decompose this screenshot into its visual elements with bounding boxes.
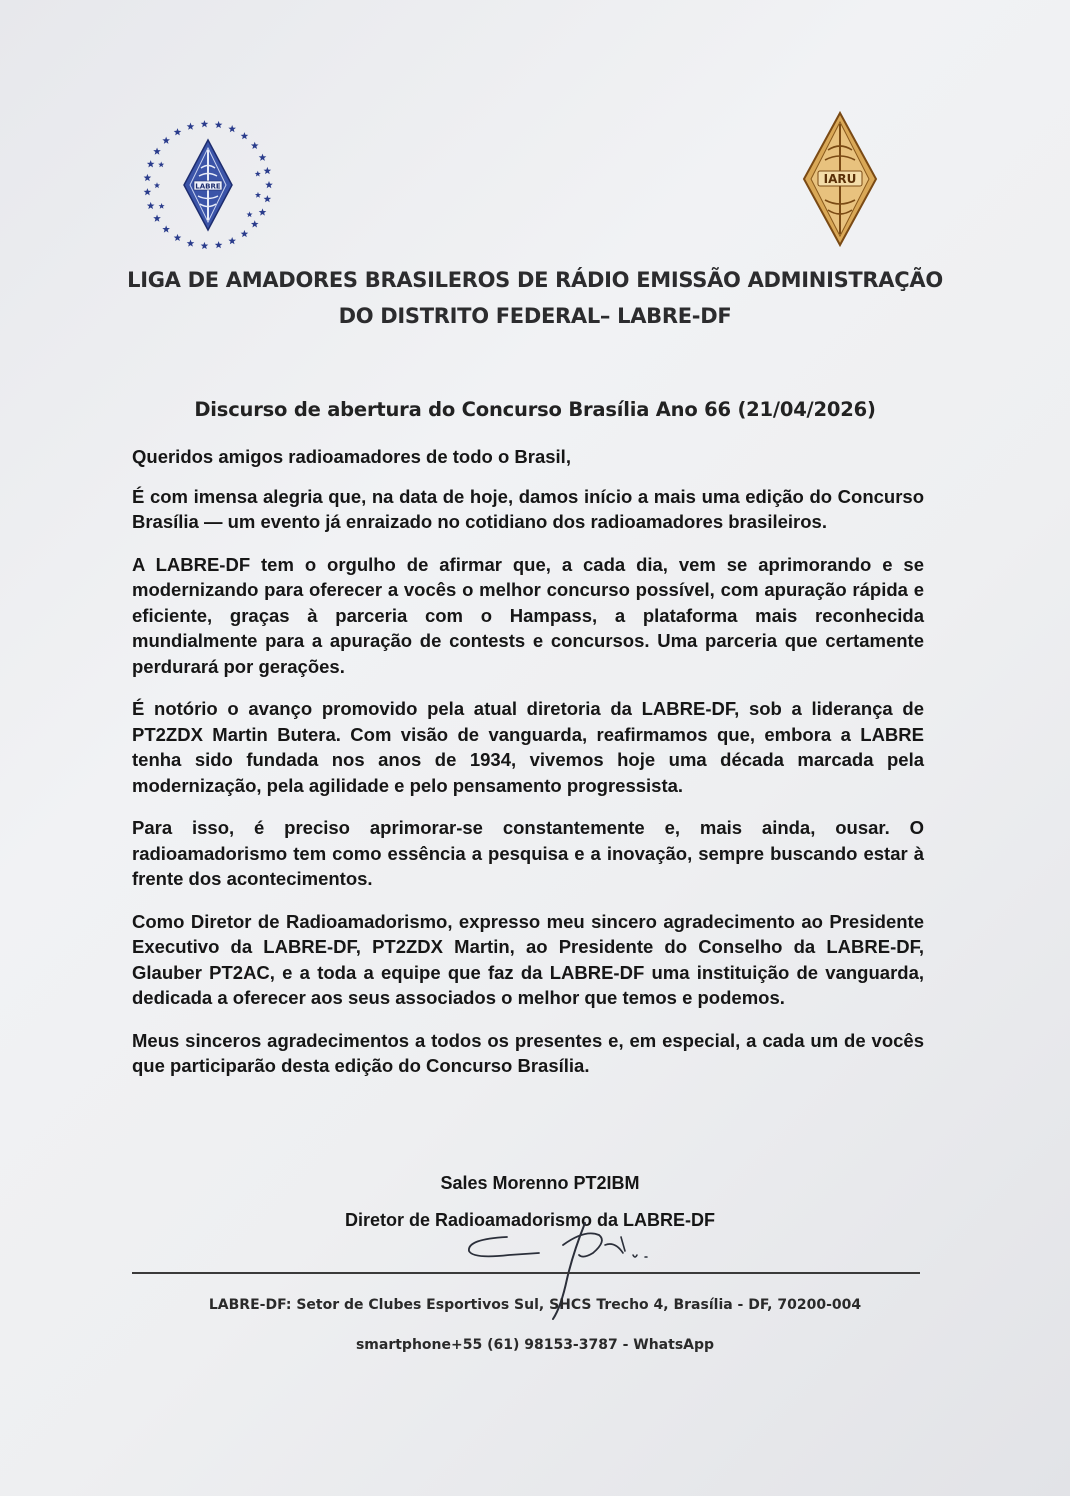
star-icon	[264, 167, 272, 174]
star-icon	[144, 188, 152, 195]
org-name-line-2: DO DISTRITO FEDERAL– LABRE-DF	[338, 304, 732, 328]
star-icon	[162, 137, 170, 144]
star-icon	[187, 123, 195, 130]
org-name-line-1: LIGA DE AMADORES BRASILEROS DE RÁDIO EMISSÃO ADMINISTRAÇÃO	[127, 268, 943, 292]
star-icon	[255, 171, 261, 177]
signatory-role: Diretor de Radioamadorismo da LABRE-DF	[344, 1210, 716, 1230]
star-icon	[154, 182, 160, 188]
paragraph: É com imensa alegria que, na data de hoje, damos início a mais uma edição do Concurso Brasília — um evento já enraizado no cotidiano dos radioamadores brasileiros.	[132, 485, 924, 532]
iaru-logo	[800, 110, 880, 248]
star-icon	[153, 147, 161, 154]
star-icon	[144, 174, 152, 181]
star-icon	[251, 142, 259, 149]
star-icon	[187, 239, 195, 246]
star-icon	[153, 215, 161, 222]
speech-title: Discurso de abertura do Concurso Brasília Ano 66 (21/04/2026)	[194, 398, 876, 421]
signatory-name: Sales Morenno PT2IBM	[440, 1173, 640, 1193]
star-icon	[174, 234, 182, 241]
star-icon	[228, 237, 236, 244]
footer-divider	[132, 1272, 920, 1274]
star-icon	[158, 162, 164, 168]
labre-logo	[138, 118, 278, 253]
star-icon	[147, 202, 155, 209]
star-icon	[255, 192, 261, 198]
star-icon	[201, 242, 209, 249]
star-icon	[215, 121, 223, 128]
star-icon	[265, 181, 273, 188]
greeting: Queridos amigos radioamadores de todo o Brasil,	[132, 446, 571, 467]
footer-phone: smartphone+55 (61) 98153-3787 - WhatsApp	[355, 1337, 715, 1353]
star-icon	[228, 125, 236, 132]
labre-logo-text: LABRE	[195, 182, 221, 191]
star-icon	[215, 241, 223, 248]
star-icon	[259, 208, 267, 215]
paragraph: É notório o avanço promovido pela atual diretoria da LABRE-DF, sob a liderança de PT2ZDX Martin Butera. Com visão de vanguarda, reafirmamos que, embora a LABRE tenha sido fundada nos anos de 1934, vivemos hoje uma década marcada pela modernização, pela agilidade e pelo pensamento progressista.	[132, 698, 924, 796]
star-icon	[241, 132, 249, 139]
letter-body	[132, 444, 924, 1096]
star-icon	[259, 154, 267, 161]
star-icon	[241, 230, 249, 237]
star-icon	[174, 128, 182, 135]
star-icon	[247, 211, 253, 217]
star-icon	[264, 195, 272, 202]
star-icon	[251, 220, 259, 227]
star-icon	[159, 203, 165, 209]
star-icon	[201, 120, 209, 127]
iaru-logo-text: IARU	[823, 172, 857, 186]
paragraph: Como Diretor de Radioamadorismo, expresso meu sincero agradecimento ao Presidente Executivo da LABRE-DF, PT2ZDX Martin, ao Presidente do Conselho da LABRE-DF, Glauber PT2AC, e a toda a equipe que faz da LABRE-DF uma instituição de vanguarda, dedicada a oferecer aos seus associados o melhor que temos e podemos.	[132, 910, 924, 1008]
paragraph: Meus sinceros agradecimentos a todos os presentes e, em especial, a cada um de vocês que participarão desta edição do Concurso Brasília.	[132, 1029, 924, 1076]
footer-address: LABRE-DF: Setor de Clubes Esportivos Sul, SHCS Trecho 4, Brasília - DF, 70200-004	[208, 1297, 862, 1313]
star-icon	[147, 160, 155, 167]
organization-name	[80, 262, 990, 334]
star-icon	[162, 225, 170, 232]
paragraph: Para isso, é preciso aprimorar-se constantemente e, mais ainda, ousar. O radioamadorismo tem como essência a pesquisa e a inovação, sempre buscando estar à frente dos acontecimentos.	[132, 817, 924, 889]
paragraph: A LABRE-DF tem o orgulho de afirmar que, a cada dia, vem se aprimorando e se modernizando para oferecer a vocês o melhor concurso possível, com apuração rápida e eficiente, graças à parceria com o Hampass, a plataforma mais reconhecida mundialmente para a apuração de contests e concursos. Uma parceria que certamente perdurará por gerações.	[132, 553, 924, 677]
